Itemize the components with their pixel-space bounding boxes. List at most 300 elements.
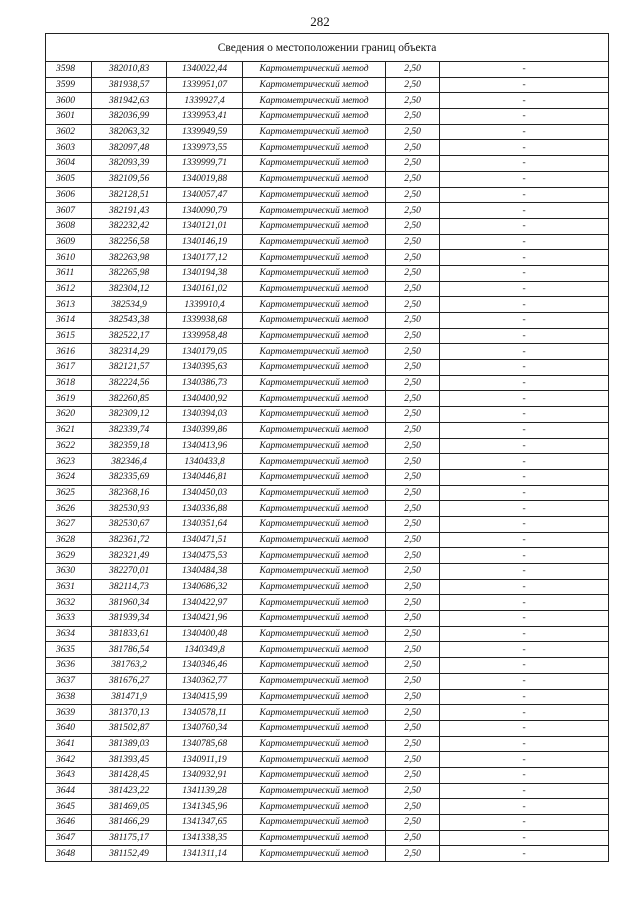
method-cell: Картометрический метод [243,250,386,266]
method-cell: Картометрический метод [243,407,386,423]
table-row [46,673,609,689]
method-cell: Картометрический метод [243,344,386,360]
coord-x-cell: 382265,98 [92,265,167,281]
method-cell: Картометрический метод [243,673,386,689]
method-cell: Картометрический метод [243,265,386,281]
method-cell: Картометрический метод [243,720,386,736]
coord-x-cell: 381428,45 [92,767,167,783]
method-cell: Картометрический метод [243,109,386,125]
point-number-cell: 3615 [46,328,92,344]
table-row [46,124,609,140]
coord-x-cell: 382309,12 [92,407,167,423]
description-cell: - [440,77,609,93]
method-cell: Картометрический метод [243,736,386,752]
table-row [46,799,609,815]
accuracy-cell: 2,50 [386,783,440,799]
point-number-cell: 3620 [46,407,92,423]
coord-x-cell: 381466,29 [92,815,167,831]
method-cell: Картометрический метод [243,438,386,454]
table-row [46,658,609,674]
point-number-cell: 3601 [46,109,92,125]
table-row [46,328,609,344]
accuracy-cell: 2,50 [386,579,440,595]
coord-y-cell: 1340422,97 [167,595,243,611]
coord-y-cell: 1340400,92 [167,391,243,407]
coord-y-cell: 1340578,11 [167,705,243,721]
method-cell: Картометрический метод [243,187,386,203]
method-cell: Картометрический метод [243,501,386,517]
coord-y-cell: 1340362,77 [167,673,243,689]
coord-x-cell: 382109,56 [92,171,167,187]
accuracy-cell: 2,50 [386,846,440,862]
description-cell: - [440,736,609,752]
coord-x-cell: 382335,69 [92,469,167,485]
description-cell: - [440,579,609,595]
description-cell: - [440,532,609,548]
method-cell: Картометрический метод [243,77,386,93]
table-row [46,516,609,532]
point-number-cell: 3639 [46,705,92,721]
table-row [46,344,609,360]
table-row [46,469,609,485]
method-cell: Картометрический метод [243,611,386,627]
accuracy-cell: 2,50 [386,799,440,815]
coord-y-cell: 1340395,63 [167,360,243,376]
accuracy-cell: 2,50 [386,281,440,297]
coord-y-cell: 1339938,68 [167,313,243,329]
accuracy-cell: 2,50 [386,391,440,407]
description-cell: - [440,830,609,846]
table-row [46,752,609,768]
coord-y-cell: 1339999,71 [167,156,243,172]
coord-y-cell: 1340400,48 [167,626,243,642]
table-row [46,297,609,313]
accuracy-cell: 2,50 [386,297,440,313]
coord-x-cell: 381763,2 [92,658,167,674]
coord-y-cell: 1340932,91 [167,767,243,783]
accuracy-cell: 2,50 [386,595,440,611]
description-cell: - [440,689,609,705]
table-row [46,689,609,705]
coord-x-cell: 382359,18 [92,438,167,454]
accuracy-cell: 2,50 [386,187,440,203]
table-row [46,720,609,736]
table-row [46,77,609,93]
accuracy-cell: 2,50 [386,767,440,783]
table-row [46,783,609,799]
coord-x-cell: 381389,03 [92,736,167,752]
point-number-cell: 3604 [46,156,92,172]
accuracy-cell: 2,50 [386,375,440,391]
description-cell: - [440,62,609,78]
point-number-cell: 3599 [46,77,92,93]
coord-y-cell: 1340386,73 [167,375,243,391]
method-cell: Картометрический метод [243,469,386,485]
method-cell: Картометрический метод [243,422,386,438]
accuracy-cell: 2,50 [386,407,440,423]
accuracy-cell: 2,50 [386,156,440,172]
coord-y-cell: 1340446,81 [167,469,243,485]
point-number-cell: 3629 [46,548,92,564]
accuracy-cell: 2,50 [386,830,440,846]
point-number-cell: 3624 [46,469,92,485]
description-cell: - [440,799,609,815]
table-row [46,830,609,846]
accuracy-cell: 2,50 [386,313,440,329]
accuracy-cell: 2,50 [386,564,440,580]
method-cell: Картометрический метод [243,626,386,642]
coord-y-cell: 1339958,48 [167,328,243,344]
description-cell: - [440,109,609,125]
coord-y-cell: 1339973,55 [167,140,243,156]
table-row [46,234,609,250]
coord-y-cell: 1340057,47 [167,187,243,203]
coord-x-cell: 381960,34 [92,595,167,611]
method-cell: Картометрический метод [243,642,386,658]
method-cell: Картометрический метод [243,752,386,768]
accuracy-cell: 2,50 [386,77,440,93]
description-cell: - [440,250,609,266]
coord-y-cell: 1341311,14 [167,846,243,862]
table-row [46,767,609,783]
point-number-cell: 3612 [46,281,92,297]
coord-y-cell: 1340177,12 [167,250,243,266]
method-cell: Картометрический метод [243,815,386,831]
description-cell: - [440,391,609,407]
coord-x-cell: 382063,32 [92,124,167,140]
accuracy-cell: 2,50 [386,485,440,501]
method-cell: Картометрический метод [243,532,386,548]
description-cell: - [440,658,609,674]
table-row [46,407,609,423]
coord-y-cell: 1339951,07 [167,77,243,93]
point-number-cell: 3614 [46,313,92,329]
point-number-cell: 3637 [46,673,92,689]
coord-x-cell: 382121,57 [92,360,167,376]
accuracy-cell: 2,50 [386,265,440,281]
coord-x-cell: 382522,17 [92,328,167,344]
description-cell: - [440,516,609,532]
point-number-cell: 3610 [46,250,92,266]
table-row [46,375,609,391]
table-row [46,611,609,627]
point-number-cell: 3611 [46,265,92,281]
accuracy-cell: 2,50 [386,93,440,109]
coord-y-cell: 1340121,01 [167,218,243,234]
accuracy-cell: 2,50 [386,532,440,548]
coord-y-cell: 1340484,38 [167,564,243,580]
description-cell: - [440,454,609,470]
coord-y-cell: 1340019,88 [167,171,243,187]
point-number-cell: 3648 [46,846,92,862]
accuracy-cell: 2,50 [386,469,440,485]
coord-x-cell: 381175,17 [92,830,167,846]
table-row [46,281,609,297]
point-number-cell: 3646 [46,815,92,831]
coord-y-cell: 1340194,38 [167,265,243,281]
coord-y-cell: 1340911,19 [167,752,243,768]
point-number-cell: 3635 [46,642,92,658]
point-number-cell: 3641 [46,736,92,752]
table-row [46,626,609,642]
description-cell: - [440,501,609,517]
point-number-cell: 3616 [46,344,92,360]
description-cell: - [440,297,609,313]
coord-y-cell: 1340421,96 [167,611,243,627]
table-row [46,360,609,376]
table-title-row [46,34,609,62]
table-row [46,265,609,281]
table-row [46,736,609,752]
method-cell: Картометрический метод [243,281,386,297]
coord-y-cell: 1340471,51 [167,532,243,548]
coord-y-cell: 1340413,96 [167,438,243,454]
point-number-cell: 3609 [46,234,92,250]
table-title: Сведения о местоположении границ объекта [46,34,609,62]
method-cell: Картометрический метод [243,375,386,391]
accuracy-cell: 2,50 [386,642,440,658]
point-number-cell: 3643 [46,767,92,783]
coord-y-cell: 1340433,8 [167,454,243,470]
coord-y-cell: 1340179,05 [167,344,243,360]
method-cell: Картометрический метод [243,93,386,109]
description-cell: - [440,642,609,658]
point-number-cell: 3603 [46,140,92,156]
coord-x-cell: 382361,72 [92,532,167,548]
accuracy-cell: 2,50 [386,171,440,187]
coord-x-cell: 381423,22 [92,783,167,799]
method-cell: Картометрический метод [243,171,386,187]
coord-x-cell: 381833,61 [92,626,167,642]
point-number-cell: 3607 [46,203,92,219]
coord-y-cell: 1340351,64 [167,516,243,532]
point-number-cell: 3621 [46,422,92,438]
description-cell: - [440,124,609,140]
method-cell: Картометрический метод [243,705,386,721]
accuracy-cell: 2,50 [386,548,440,564]
accuracy-cell: 2,50 [386,250,440,266]
method-cell: Картометрический метод [243,564,386,580]
coord-x-cell: 382543,38 [92,313,167,329]
coord-y-cell: 1340346,46 [167,658,243,674]
description-cell: - [440,815,609,831]
coord-y-cell: 1339927,4 [167,93,243,109]
coord-y-cell: 1340760,34 [167,720,243,736]
coord-x-cell: 382256,58 [92,234,167,250]
coord-x-cell: 382270,01 [92,564,167,580]
point-number-cell: 3622 [46,438,92,454]
method-cell: Картометрический метод [243,485,386,501]
description-cell: - [440,564,609,580]
table-row [46,422,609,438]
method-cell: Картометрический метод [243,297,386,313]
accuracy-cell: 2,50 [386,720,440,736]
point-number-cell: 3619 [46,391,92,407]
description-cell: - [440,846,609,862]
description-cell: - [440,469,609,485]
method-cell: Картометрический метод [243,203,386,219]
table-row [46,815,609,831]
description-cell: - [440,234,609,250]
coord-x-cell: 382339,74 [92,422,167,438]
description-cell: - [440,218,609,234]
coord-x-cell: 381152,49 [92,846,167,862]
table-row [46,642,609,658]
point-number-cell: 3606 [46,187,92,203]
description-cell: - [440,626,609,642]
coord-x-cell: 382346,4 [92,454,167,470]
description-cell: - [440,187,609,203]
coord-x-cell: 382304,12 [92,281,167,297]
coord-x-cell: 382036,99 [92,109,167,125]
point-number-cell: 3638 [46,689,92,705]
coord-x-cell: 382232,42 [92,218,167,234]
table-row [46,171,609,187]
accuracy-cell: 2,50 [386,203,440,219]
description-cell: - [440,156,609,172]
point-number-cell: 3627 [46,516,92,532]
description-cell: - [440,485,609,501]
coord-y-cell: 1341345,96 [167,799,243,815]
point-number-cell: 3613 [46,297,92,313]
method-cell: Картометрический метод [243,391,386,407]
coord-x-cell: 382191,43 [92,203,167,219]
table-row [46,485,609,501]
coord-x-cell: 382534,9 [92,297,167,313]
table-row [46,62,609,78]
point-number-cell: 3602 [46,124,92,140]
accuracy-cell: 2,50 [386,501,440,517]
coord-x-cell: 381502,87 [92,720,167,736]
description-cell: - [440,407,609,423]
point-number-cell: 3605 [46,171,92,187]
coord-x-cell: 381938,57 [92,77,167,93]
method-cell: Картометрический метод [243,62,386,78]
coord-y-cell: 1339953,41 [167,109,243,125]
coord-x-cell: 382010,83 [92,62,167,78]
method-cell: Картометрический метод [243,548,386,564]
point-number-cell: 3633 [46,611,92,627]
description-cell: - [440,705,609,721]
table-row [46,705,609,721]
accuracy-cell: 2,50 [386,438,440,454]
method-cell: Картометрический метод [243,124,386,140]
table-row [46,313,609,329]
coord-x-cell: 382263,98 [92,250,167,266]
method-cell: Картометрический метод [243,234,386,250]
method-cell: Картометрический метод [243,595,386,611]
boundary-table [45,33,609,862]
point-number-cell: 3617 [46,360,92,376]
coord-x-cell: 382093,39 [92,156,167,172]
description-cell: - [440,752,609,768]
coord-x-cell: 382114,73 [92,579,167,595]
point-number-cell: 3628 [46,532,92,548]
coord-y-cell: 1340022,44 [167,62,243,78]
accuracy-cell: 2,50 [386,611,440,627]
coord-y-cell: 1340161,02 [167,281,243,297]
accuracy-cell: 2,50 [386,516,440,532]
table-row [46,109,609,125]
accuracy-cell: 2,50 [386,360,440,376]
accuracy-cell: 2,50 [386,140,440,156]
table-row [46,250,609,266]
table-row [46,140,609,156]
coord-y-cell: 1339910,4 [167,297,243,313]
table-row [46,156,609,172]
coord-x-cell: 381393,45 [92,752,167,768]
table-row [46,579,609,595]
coord-x-cell: 381939,34 [92,611,167,627]
description-cell: - [440,595,609,611]
coord-x-cell: 381469,05 [92,799,167,815]
point-number-cell: 3618 [46,375,92,391]
coord-y-cell: 1340475,53 [167,548,243,564]
coord-x-cell: 382321,49 [92,548,167,564]
point-number-cell: 3631 [46,579,92,595]
point-number-cell: 3623 [46,454,92,470]
accuracy-cell: 2,50 [386,454,440,470]
table-row [46,438,609,454]
coord-y-cell: 1341347,65 [167,815,243,831]
description-cell: - [440,328,609,344]
coord-y-cell: 1340686,32 [167,579,243,595]
table-row [46,532,609,548]
coord-x-cell: 381942,63 [92,93,167,109]
coord-y-cell: 1340415,99 [167,689,243,705]
method-cell: Картометрический метод [243,846,386,862]
coord-y-cell: 1339949,59 [167,124,243,140]
description-cell: - [440,673,609,689]
method-cell: Картометрический метод [243,156,386,172]
method-cell: Картометрический метод [243,799,386,815]
point-number-cell: 3630 [46,564,92,580]
point-number-cell: 3634 [46,626,92,642]
coord-x-cell: 381786,54 [92,642,167,658]
coord-x-cell: 382097,48 [92,140,167,156]
method-cell: Картометрический метод [243,516,386,532]
accuracy-cell: 2,50 [386,218,440,234]
coord-y-cell: 1341338,35 [167,830,243,846]
coord-y-cell: 1340146,19 [167,234,243,250]
coord-x-cell: 381676,27 [92,673,167,689]
method-cell: Картометрический метод [243,218,386,234]
method-cell: Картометрический метод [243,658,386,674]
coord-x-cell: 382128,51 [92,187,167,203]
method-cell: Картометрический метод [243,140,386,156]
accuracy-cell: 2,50 [386,705,440,721]
accuracy-cell: 2,50 [386,328,440,344]
method-cell: Картометрический метод [243,454,386,470]
description-cell: - [440,422,609,438]
table-row [46,203,609,219]
method-cell: Картометрический метод [243,783,386,799]
coord-x-cell: 382368,16 [92,485,167,501]
accuracy-cell: 2,50 [386,752,440,768]
description-cell: - [440,548,609,564]
point-number-cell: 3598 [46,62,92,78]
description-cell: - [440,438,609,454]
coord-x-cell: 382530,67 [92,516,167,532]
method-cell: Картометрический метод [243,328,386,344]
point-number-cell: 3645 [46,799,92,815]
coord-x-cell: 382530,93 [92,501,167,517]
coord-y-cell: 1340336,88 [167,501,243,517]
description-cell: - [440,360,609,376]
accuracy-cell: 2,50 [386,109,440,125]
table-row [46,454,609,470]
accuracy-cell: 2,50 [386,626,440,642]
